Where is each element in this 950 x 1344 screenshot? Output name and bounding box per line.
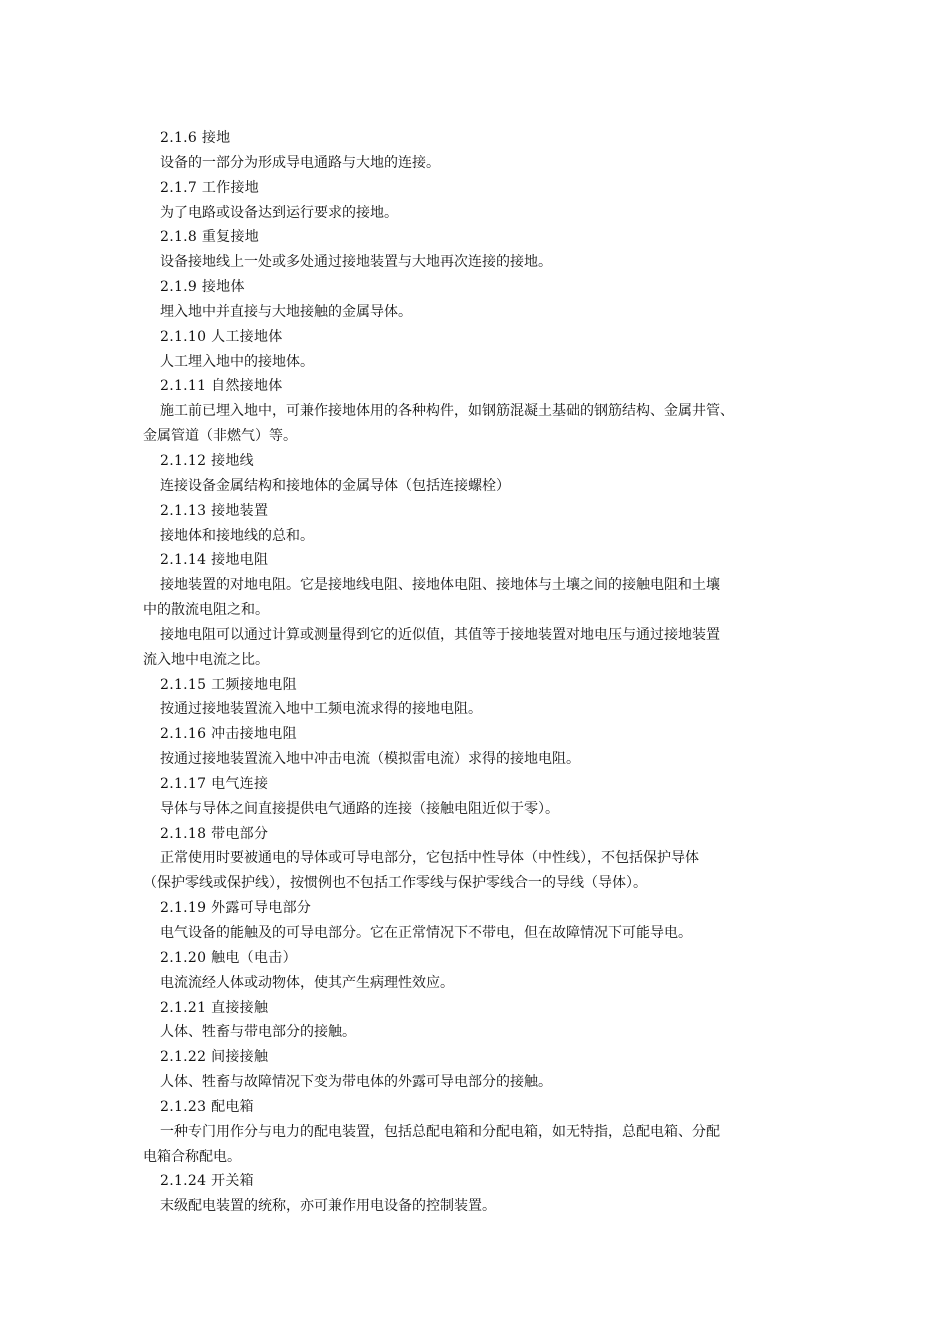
paragraph-line: 施工前已埋入地中，可兼作接地体用的各种构件，如钢筋混凝土基础的钢筋结构、金属井管、	[160, 403, 734, 420]
section-heading: 2.1.17 电气连接	[160, 775, 269, 792]
paragraph-line: 电箱合称配电。	[143, 1148, 241, 1165]
paragraph-line: 导体与导体之间直接提供电气通路的连接（接触电阻近似于零）。	[160, 800, 559, 817]
paragraph-line: 人工埋入地中的接地体。	[160, 353, 314, 370]
paragraph-line: 设备的一部分为形成导电通路与大地的连接。	[160, 154, 440, 171]
paragraph-line: 流入地中电流之比。	[143, 651, 269, 668]
section-heading: 2.1.14 接地电阻	[160, 552, 269, 569]
paragraph-line: 连接设备金属结构和接地体的金属导体（包括连接螺栓）	[160, 477, 510, 494]
paragraph-line: 人体、牲畜与故障情况下变为带电体的外露可导电部分的接触。	[160, 1074, 552, 1091]
section-heading: 2.1.22 间接接触	[160, 1049, 269, 1066]
section-heading: 2.1.21 直接接触	[160, 999, 269, 1016]
paragraph-line: 为了电路或设备达到运行要求的接地。	[160, 204, 398, 221]
section-heading: 2.1.18 带电部分	[160, 825, 269, 842]
paragraph-line: 接地装置的对地电阻。它是接地线电阻、接地体电阻、接地体与土壤之间的接触电阻和土壤	[160, 577, 720, 594]
section-heading: 2.1.23 配电箱	[160, 1098, 254, 1115]
paragraph-line: 接地体和接地线的总和。	[160, 527, 314, 544]
document-page	[143, 126, 813, 1219]
paragraph-line: 一种专门用作分与电力的配电装置，包括总配电箱和分配电箱，如无特指，总配电箱、分配	[160, 1123, 720, 1140]
paragraph-line: 埋入地中并直接与大地接触的金属导体。	[160, 303, 412, 320]
paragraph-line: 人体、牲畜与带电部分的接触。	[160, 1024, 356, 1041]
section-heading: 2.1.16 冲击接地电阻	[160, 726, 297, 743]
paragraph-line: 中的散流电阻之和。	[143, 602, 269, 619]
section-heading: 2.1.11 自然接地体	[160, 378, 283, 395]
paragraph-line: 设备接地线上一处或多处通过接地装置与大地再次连接的接地。	[160, 254, 552, 271]
section-heading: 2.1.15 工频接地电阻	[160, 676, 297, 693]
section-heading: 2.1.9 接地体	[160, 279, 245, 296]
paragraph-line: （保护零线或保护线），按惯例也不包括工作零线与保护零线合一的导线（导体）。	[143, 875, 647, 892]
section-heading: 2.1.19 外露可导电部分	[160, 900, 312, 917]
paragraph-line: 电气设备的能触及的可导电部分。它在正常情况下不带电，但在故障情况下可能导电。	[160, 925, 692, 941]
section-heading: 2.1.10 人工接地体	[160, 328, 283, 345]
section-heading: 2.1.6 接地	[160, 130, 231, 146]
paragraph-line: 正常使用时要被通电的导体或可导电部分，它包括中性导体（中性线），不包括保护导体	[160, 850, 699, 867]
paragraph-line: 电流流经人体或动物体，使其产生病理性效应。	[160, 974, 454, 991]
section-heading: 2.1.24 开关箱	[160, 1173, 254, 1190]
section-heading: 2.1.20 触电（电击）	[160, 949, 297, 966]
paragraph-line: 按通过接地装置流入地中工频电流求得的接地电阻。	[160, 701, 482, 718]
section-heading: 2.1.7 工作接地	[160, 179, 260, 196]
paragraph-line: 末级配电装置的统称，亦可兼作用电设备的控制装置。	[160, 1198, 496, 1215]
paragraph-line: 接地电阻可以通过计算或测量得到它的近似值，其值等于接地装置对地电压与通过接地装置	[160, 626, 720, 643]
paragraph-line: 金属管道（非燃气）等。	[143, 428, 297, 445]
section-heading: 2.1.13 接地装置	[160, 502, 269, 519]
section-heading: 2.1.12 接地线	[160, 452, 254, 469]
paragraph-line: 按通过接地装置流入地中冲击电流（模拟雷电流）求得的接地电阻。	[160, 751, 580, 768]
section-heading: 2.1.8 重复接地	[160, 229, 260, 246]
